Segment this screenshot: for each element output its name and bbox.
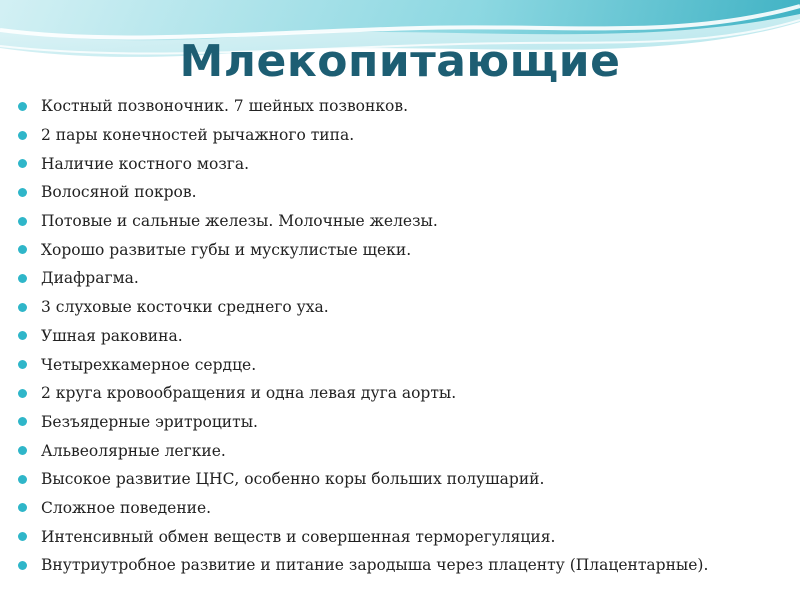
list-item-text: Костный позвоночник. 7 шейных позвонков. bbox=[41, 97, 409, 116]
bullet-dot-icon bbox=[18, 389, 27, 398]
list-item bbox=[18, 121, 788, 150]
list-item-text: Диафрагма. bbox=[41, 269, 139, 288]
bullet-dot-icon bbox=[18, 159, 27, 168]
bullet-dot-icon bbox=[18, 417, 27, 426]
list-item-text: Безъядерные эритроциты. bbox=[41, 412, 258, 431]
bullet-list bbox=[18, 92, 788, 580]
list-item-text: Интенсивный обмен веществ и совершенная терморегуляция. bbox=[41, 527, 556, 546]
list-item bbox=[18, 322, 788, 351]
list-item-text: 2 пары конечностей рычажного типа. bbox=[41, 126, 355, 145]
list-item-text: Хорошо развитые губы и мускулистые щеки. bbox=[41, 240, 412, 259]
bullet-dot-icon bbox=[18, 475, 27, 484]
bullet-dot-icon bbox=[18, 561, 27, 570]
list-item bbox=[18, 293, 788, 322]
list-item-text: 3 слуховые косточки среднего уха. bbox=[41, 298, 329, 317]
list-item bbox=[18, 408, 788, 437]
list-item bbox=[18, 436, 788, 465]
list-item-text: Альвеолярные легкие. bbox=[41, 441, 226, 460]
list-item bbox=[18, 207, 788, 236]
list-item bbox=[18, 465, 788, 494]
list-item bbox=[18, 522, 788, 551]
list-item-text: Высокое развитие ЦНС, особенно коры больших полушарий. bbox=[41, 470, 545, 489]
bullet-dot-icon bbox=[18, 274, 27, 283]
list-item bbox=[18, 235, 788, 264]
list-item-text: Ушная раковина. bbox=[41, 326, 183, 345]
list-item bbox=[18, 551, 788, 580]
list-item bbox=[18, 494, 788, 523]
list-item-text: Потовые и сальные железы. Молочные железы. bbox=[41, 212, 438, 231]
list-item bbox=[18, 178, 788, 207]
bullet-dot-icon bbox=[18, 245, 27, 254]
list-item bbox=[18, 350, 788, 379]
bullet-dot-icon bbox=[18, 532, 27, 541]
bullet-dot-icon bbox=[18, 360, 27, 369]
list-item-text: Четырехкамерное сердце. bbox=[41, 355, 257, 374]
list-item bbox=[18, 92, 788, 121]
list-item bbox=[18, 379, 788, 408]
bullet-dot-icon bbox=[18, 303, 27, 312]
bullet-dot-icon bbox=[18, 131, 27, 140]
bullet-dot-icon bbox=[18, 331, 27, 340]
list-item bbox=[18, 264, 788, 293]
list-item-text: Волосяной покров. bbox=[41, 183, 197, 202]
bullet-dot-icon bbox=[18, 188, 27, 197]
list-item-text: Наличие костного мозга. bbox=[41, 154, 250, 173]
bullet-dot-icon bbox=[18, 217, 27, 226]
bullet-dot-icon bbox=[18, 102, 27, 111]
list-item bbox=[18, 149, 788, 178]
list-item-text: 2 круга кровообращения и одна левая дуга аорты. bbox=[41, 384, 457, 403]
list-item-text: Сложное поведение. bbox=[41, 498, 212, 517]
list-item-text: Внутриутробное развитие и питание зародыша через плаценту (Плацентарные). bbox=[41, 556, 709, 575]
slide-title: Млекопитающие bbox=[179, 36, 621, 87]
bullet-dot-icon bbox=[18, 446, 27, 455]
bullet-dot-icon bbox=[18, 503, 27, 512]
